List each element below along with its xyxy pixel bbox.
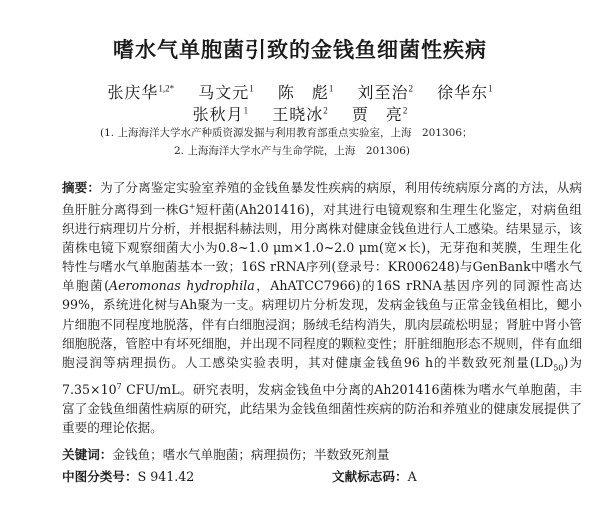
abstract-text: 短杆菌(Ah201416)，对其进行电镜观察和生理生化鉴定，对病鱼组织进行病理切片分析，并根据科赫法则，用分离株对健康金钱鱼进行人工感染。结果显示，该菌株电镜下观察细菌大小为0.8~1.0 μm×1.0~2.0 μm(宽×长)，无芽孢和荚膜，生理生化特性与嗜水气单胞菌基本一致；16S rRNA序列(登录号：KR006248)与GenBank中嗜水气单胞菌( [62, 202, 583, 294]
affiliation-2: 2. 上海海洋大学水产与生命学院，上海 201306) [174, 145, 411, 157]
affiliation-1: (1. 上海海洋大学水产种质资源发掘与利用教育部重点实验室，上海 201306； [100, 127, 473, 139]
author-line-2 [0, 102, 600, 125]
author: 张庆华$^{1,2*}$ [107, 83, 175, 102]
exponent: 7 [116, 382, 122, 392]
abstract-text: CFU/mL。研究表明，发病金钱鱼中分离的Ah201416菌株为嗜水气单胞菌，丰富了金钱鱼细菌性病原的研究，此结果为金钱鱼细菌性疾病的防治和养殖业的健康发展提供了重要的理论依据。 [62, 382, 582, 436]
author: 刘至治$^2$ [357, 83, 413, 102]
classification [62, 467, 194, 487]
ld-subscript: 50 [553, 363, 564, 373]
document-code-label: 文献标志码： [332, 469, 408, 484]
keywords-label: 关键词： [62, 447, 113, 462]
author: 张秋月$^1$ [192, 105, 249, 124]
abstract-text: ，AhATCC7966)的16S rRNA基因序列的同源性高达99%，系统进化树与Ah聚为一支。病理切片分析发现，发病金钱鱼与正常金钱鱼相比，鳃小片细胞不同程度地脱落，伴有白细胞浸润；肠绒毛结构消失，肌肉层疏松明显；肾脏中肾小管细胞脱落，管腔中有坏死细胞，并出现不同程度的颗粒变性；肝脏细胞形态不规则，伴有血细胞浸润等病理损伤。人工感染实验表明，其对健康金钱鱼96 h的半数致死剂量(LD [62, 278, 582, 370]
author-line-1 [0, 80, 600, 103]
abstract-text: )为7.35×10 [62, 354, 582, 398]
classification-label: 中图分类号： [62, 469, 138, 484]
abstract-label: 摘要： [62, 180, 101, 195]
author: 贾 亮$^2$ [351, 105, 408, 124]
classification-value: S 941.42 [137, 469, 195, 484]
document-code-value: A [407, 469, 417, 484]
document-code [332, 467, 417, 487]
author: 王晓冰$^2$ [272, 105, 328, 124]
author: 徐华东$^1$ [437, 83, 493, 102]
abstract [62, 178, 582, 438]
abstract-text: 为了分离鉴定实验室养殖的金钱鱼暴发性疾病的病原，利用传统病原分离的方法，从病鱼肝脏分离得到一株G [62, 180, 583, 218]
species-name: Aeromonas hydrophila [109, 278, 255, 294]
author: 马文元$^1$ [198, 83, 254, 102]
author: 陈 彪$^1$ [277, 83, 334, 102]
keywords-text: 金钱鱼；嗜水气单胞菌；病理损伤；半数致死剂量 [112, 447, 390, 462]
gram-sup: + [188, 202, 196, 212]
keywords [62, 445, 582, 465]
paper-title: 嗜水气单胞菌引致的金钱鱼细菌性疾病 [113, 38, 487, 62]
